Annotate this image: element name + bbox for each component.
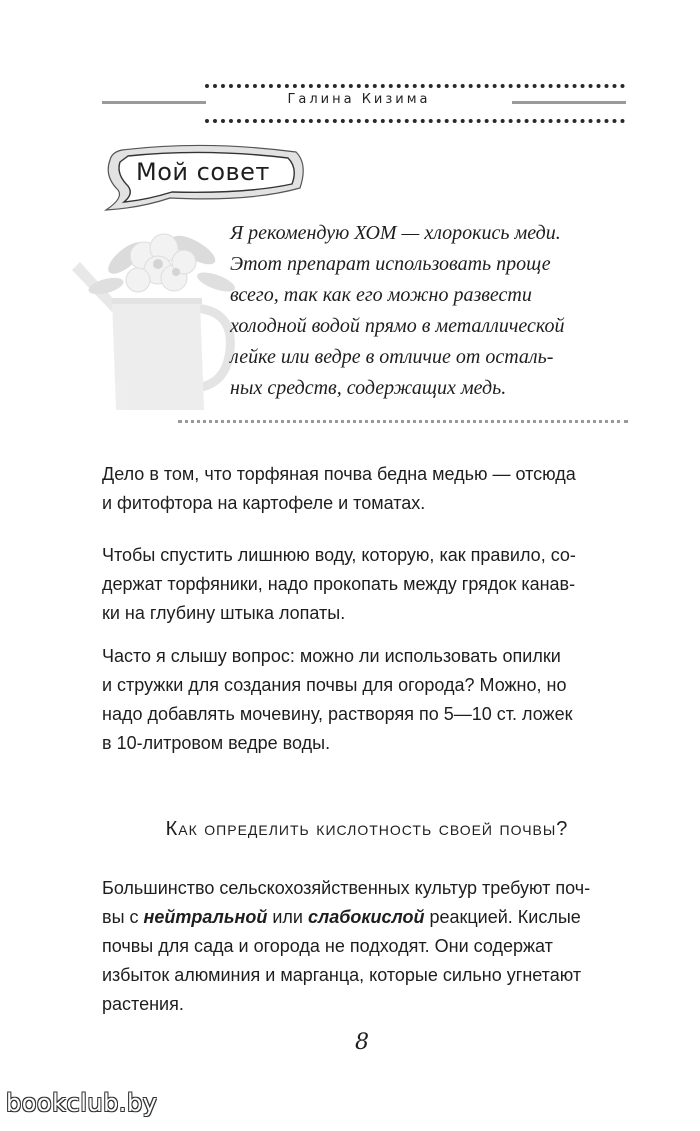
paragraph-line: держат торфяники, надо прокопать между грядок канав- (102, 574, 576, 594)
header-dots-bottom (205, 119, 625, 123)
section-heading: Как определить кислотность своей почвы? (165, 818, 569, 840)
tip-line: лейке или ведре в отличие от осталь- (230, 346, 554, 368)
tip-label: Мой совет (136, 158, 270, 186)
text-run: реакцией. Кислые (424, 907, 581, 927)
emphasis-slightly-acidic: слабокислой (308, 907, 425, 927)
paragraph-line: Большинство сельскохозяйственных культур требуют поч- (102, 878, 591, 898)
paragraph-line: и фитофтора на картофеле и томатах. (102, 493, 426, 513)
paragraph-line: ки на глубину штыка лопаты. (102, 603, 346, 623)
tip-line: Этот препарат использовать проще (230, 253, 551, 275)
tip-line: Я рекомендую ХОМ — хлорокись меди. (230, 222, 561, 244)
paragraph-soil-acidity (102, 874, 632, 1019)
tip-line: всего, так как его можно развести (230, 284, 532, 306)
paragraph-line: Дело в том, что торфяная почва бедна медью — отсюда (102, 464, 576, 484)
paragraph-line: в 10-литровом ведре воды. (102, 733, 331, 753)
paragraph-drainage (102, 541, 632, 628)
text-run: вы с (102, 907, 144, 927)
paragraph-line (102, 903, 632, 932)
paragraph-line: избыток алюминия и марганца, которые сильно угнетают (102, 965, 582, 985)
paragraph-line: растения. (102, 994, 184, 1014)
paragraph-line: надо добавлять мочевину, растворяя по 5—10 ст. ложек (102, 704, 573, 724)
emphasis-neutral: нейтральной (143, 907, 268, 927)
tip-divider-dots (178, 420, 628, 423)
paragraph-line: и стружки для создания почвы для огорода? Можно, но (102, 675, 567, 695)
tip-line: холодной водой прямо в металлической (230, 315, 565, 337)
text-run: или (267, 907, 308, 927)
paragraph-line: почвы для сада и огорода не подходят. Они содержат (102, 936, 553, 956)
watermark: bookclub.by (6, 1089, 158, 1117)
paragraph-sawdust (102, 642, 632, 758)
page-number: 8 (355, 1030, 369, 1055)
paragraph-line: Чтобы спустить лишнюю воду, которую, как правило, со- (102, 545, 576, 565)
tip-text (230, 218, 625, 404)
watering-can-illustration (66, 200, 236, 420)
paragraph-line: Часто я слышу вопрос: можно ли использовать опилки (102, 646, 561, 666)
header-rule-left (102, 101, 206, 104)
paragraph-peat-copper (102, 460, 632, 518)
tip-line: ных средств, содержащих медь. (230, 377, 507, 399)
running-head-author: Галина Кизима (287, 92, 431, 107)
header-dots-top (205, 84, 625, 88)
header-rule-right (512, 101, 626, 104)
